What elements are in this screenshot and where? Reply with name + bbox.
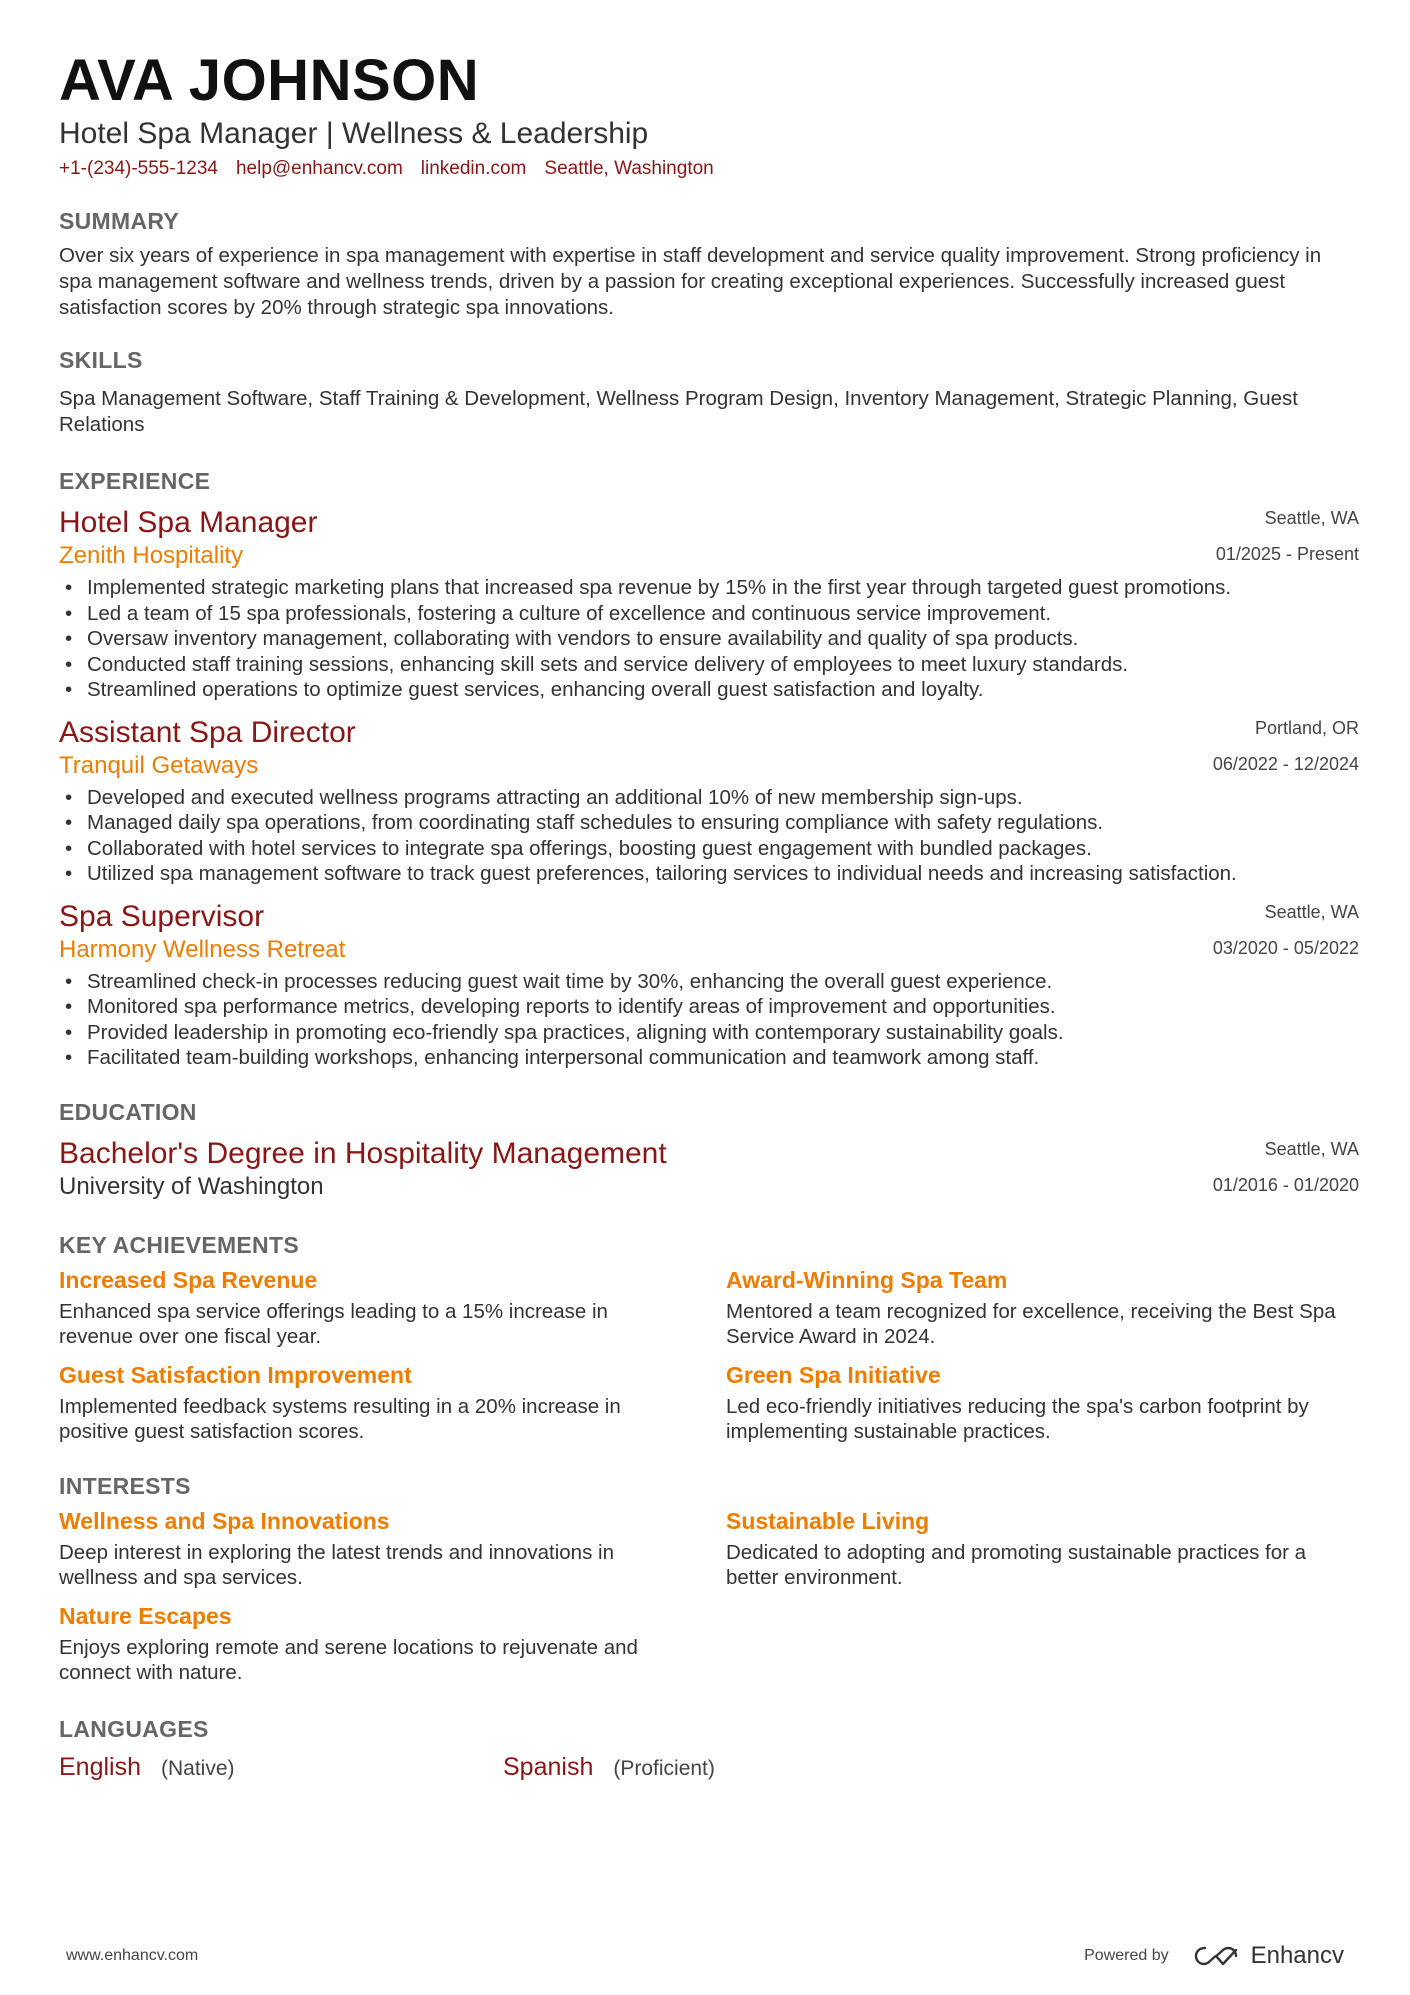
job-bullet: • Managed daily spa operations, from coordinating staff schedules to ensuring compliance with safety regulations. [87,810,1359,836]
language-name: English [59,1752,141,1781]
job-bullet: • Monitored spa performance metrics, developing reports to identify areas of improvement and opportunities. [87,994,1359,1020]
achievement-title: Award-Winning Spa Team [726,1266,1008,1293]
job-dates: 01/2025 - Present [1215,544,1359,564]
footer-website[interactable]: www.enhancv.com [66,1947,199,1964]
resume-header [59,48,1359,180]
achievement-desc: Enhanced spa service offerings leading to a 15% increase in revenue over one fiscal year. [59,1299,608,1348]
section-title-summary: SUMMARY [59,208,180,234]
section-title-education: EDUCATION [59,1098,197,1125]
job-bullets [59,575,1359,703]
language-item [59,1753,503,1782]
job-company: Tranquil Getaways [59,751,259,779]
achievement-title: Increased Spa Revenue [59,1266,318,1293]
job-bullet: • Led a team of 15 spa professionals, fostering a culture of excellence and continuous service improvement. [87,601,1359,627]
education-dates: 01/2016 - 01/2020 [1212,1174,1359,1195]
interest-desc: Enjoys exploring remote and serene locations to rejuvenate and connect with nature. [59,1635,638,1684]
achievement-item [59,1360,726,1445]
job-bullet: • Implemented strategic marketing plans that increased spa revenue by 15% in the first year through targeted guest promotions. [87,575,1359,601]
experience-section [59,468,1359,1071]
language-level: (Proficient) [613,1756,715,1780]
section-title-interests: INTERESTS [59,1472,191,1499]
achievement-item [726,1265,1359,1350]
language-level: (Native) [161,1756,235,1780]
candidate-name: AVA JOHNSON [59,48,480,113]
summary-text: Over six years of experience in spa management with expertise in staff development and service quality improvement. Strong proficiency in spa management software and wellness trends, driven by a passion for creating exceptional experiences. Successfully increased guest satisfaction scores by 20% through strategic spa innovations. [59,244,1322,319]
interest-title: Nature Escapes [59,1602,232,1629]
summary-section [59,208,1359,321]
achievement-desc: Implemented feedback systems resulting in a 20% increase in positive guest satisfaction scores. [59,1394,621,1443]
languages-section [59,1716,1359,1782]
job-bullets [59,785,1359,887]
skills-text: Spa Management Software, Staff Training & Development, Wellness Program Design, Inventory Management, Strategic Planning, Guest Relations [59,387,1298,436]
language-name: Spanish [503,1752,594,1781]
job-dates: 03/2020 - 05/2022 [1212,937,1359,958]
job-entry [59,715,1359,887]
job-bullet: • Streamlined check-in processes reducing guest wait time by 30%, enhancing the overall guest experience. [87,969,1359,995]
job-entry [59,899,1359,1071]
achievements-section [59,1232,1359,1445]
job-bullet: • Facilitated team-building workshops, enhancing interpersonal communication and teamwork among staff. [87,1045,1359,1071]
page-footer [66,1942,1344,1970]
job-bullet: • Streamlined operations to optimize guest services, enhancing overall guest satisfaction and loyalty. [87,677,1359,703]
section-title-achievements: KEY ACHIEVEMENTS [59,1231,299,1258]
interest-title: Sustainable Living [726,1507,930,1534]
enhancv-logo[interactable] [1193,1942,1344,1970]
job-title: Assistant Spa Director [59,715,356,749]
candidate-subtitle: Hotel Spa Manager | Wellness & Leadership [59,117,649,150]
contact-linkedin[interactable]: linkedin.com [420,158,527,179]
brand-name: Enhancv [1250,1942,1344,1969]
education-school: University of Washington [59,1172,324,1200]
job-bullet: • Utilized spa management software to track guest preferences, tailoring services to individual needs and increasing satisfaction. [87,861,1359,887]
achievement-item [726,1360,1359,1445]
achievement-title: Green Spa Initiative [726,1361,941,1388]
section-title-skills: SKILLS [59,347,143,373]
achievement-item [59,1265,726,1350]
contact-email[interactable]: help@enhancv.com [235,158,403,179]
interest-item [726,1506,1359,1591]
education-location: Seattle, WA [1264,1138,1359,1159]
job-bullet: • Oversaw inventory management, collaborating with vendors to ensure availability and quality of spa products. [87,626,1359,652]
skills-section [59,347,1359,438]
powered-by-label: Powered by [1084,1947,1169,1964]
interest-title: Wellness and Spa Innovations [59,1507,390,1534]
job-bullet: • Conducted staff training sessions, enhancing skill sets and service delivery of employees to meet luxury standards. [87,652,1359,678]
job-dates: 06/2022 - 12/2024 [1212,753,1359,774]
interest-item [59,1506,726,1591]
job-bullet: • Developed and executed wellness programs attracting an additional 10% of new membership sign-ups. [87,785,1359,811]
job-company: Zenith Hospitality [59,542,244,569]
education-section [59,1099,1359,1202]
job-bullet: • Collaborated with hotel services to integrate spa offerings, boosting guest engagement with bundled packages. [87,836,1359,862]
achievement-desc: Led eco-friendly initiatives reducing the spa's carbon footprint by implementing sustainable practices. [726,1394,1309,1443]
interest-desc: Deep interest in exploring the latest trends and innovations in wellness and spa services. [59,1540,614,1589]
job-title: Hotel Spa Manager [59,506,318,539]
achievement-title: Guest Satisfaction Improvement [59,1361,412,1388]
education-degree: Bachelor's Degree in Hospitality Management [59,1136,667,1170]
section-title-experience: EXPERIENCE [59,468,211,494]
job-location: Portland, OR [1254,717,1359,738]
interest-desc: Dedicated to adopting and promoting sustainable practices for a better environment. [726,1540,1307,1589]
contact-phone[interactable]: +1-(234)-555-1234 [59,158,218,179]
job-company: Harmony Wellness Retreat [59,935,346,963]
job-bullets [59,969,1359,1071]
job-entry [59,505,1359,703]
contact-list [59,158,1359,180]
job-location: Seattle, WA [1264,508,1359,528]
interests-section [59,1473,1359,1686]
contact-location: Seattle, Washington [544,158,714,179]
language-item [503,1753,715,1782]
job-location: Seattle, WA [1264,901,1359,922]
achievement-desc: Mentored a team recognized for excellence, receiving the Best Spa Service Award in 2024. [726,1299,1336,1348]
interest-item [59,1601,726,1686]
enhancv-logo-icon [1193,1944,1239,1968]
job-bullet: • Provided leadership in promoting eco-friendly spa practices, aligning with contemporary sustainability goals. [87,1020,1359,1046]
job-title: Spa Supervisor [59,899,265,933]
resume-page [59,48,1359,1782]
section-title-languages: LANGUAGES [59,1715,209,1742]
